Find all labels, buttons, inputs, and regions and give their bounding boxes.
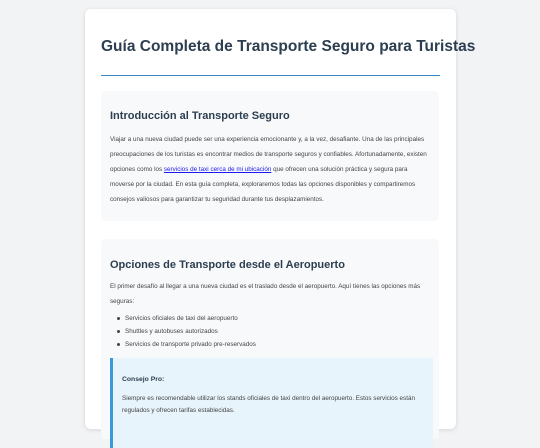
list-item-text: Servicios de transporte privado pre-reservados [125,341,256,348]
options-list [110,312,256,351]
bullet-icon [117,343,120,346]
taxi-services-link[interactable]: servicios de taxi cerca de mi ubicación [163,166,272,173]
paragraph-text: Viajar a una nueva ciudad puede ser una experiencia emocionante y, a la vez, desafiante. Una de las principales preocupaciones de los turistas es encontrar medios de transporte seguros y confiables. Afortunadamente, existen opciones como los [110,136,427,173]
tip-text: Siempre es recomendable utilizar los stands oficiales de taxi dentro del aeropuerto. Estos servicios están regulados y ofrecen tarifas establecidas. [122,395,415,414]
tip-title: Consejo Pro: [122,376,165,383]
pro-tip-box [110,358,433,448]
list-item [110,312,256,325]
section-heading: Introducción al Transporte Seguro [110,110,290,122]
section-paragraph: El primer desafío al llegar a una nueva ciudad es el traslado desde el aeropuerto. Aquí tienes las opciones más seguras: [110,283,421,305]
list-item-text: Servicios oficiales de taxi del aeropuerto [125,315,238,322]
bullet-icon [117,330,120,333]
section-paragraph [110,132,432,207]
section-heading: Opciones de Transporte desde el Aeropuerto [110,259,345,271]
page-title: Guía Completa de Transporte Seguro para Turistas [101,38,476,55]
section-introduccion [101,91,439,221]
title-divider [101,75,440,76]
bullet-icon [117,317,120,320]
list-item-text: Shuttles y autobuses autorizados [125,328,218,335]
article-card [85,9,476,429]
list-item [110,338,256,351]
section-aeropuerto [101,239,439,439]
paragraph-text: que ofrecen una solución práctica y segura para moverse por la ciudad. En esta guía completa, exploraremos todas las opciones disponibles y compartiremos consejos valiosos para garantizar tu seguridad durante tus desplazamientos. [110,166,416,203]
list-item [110,325,256,338]
